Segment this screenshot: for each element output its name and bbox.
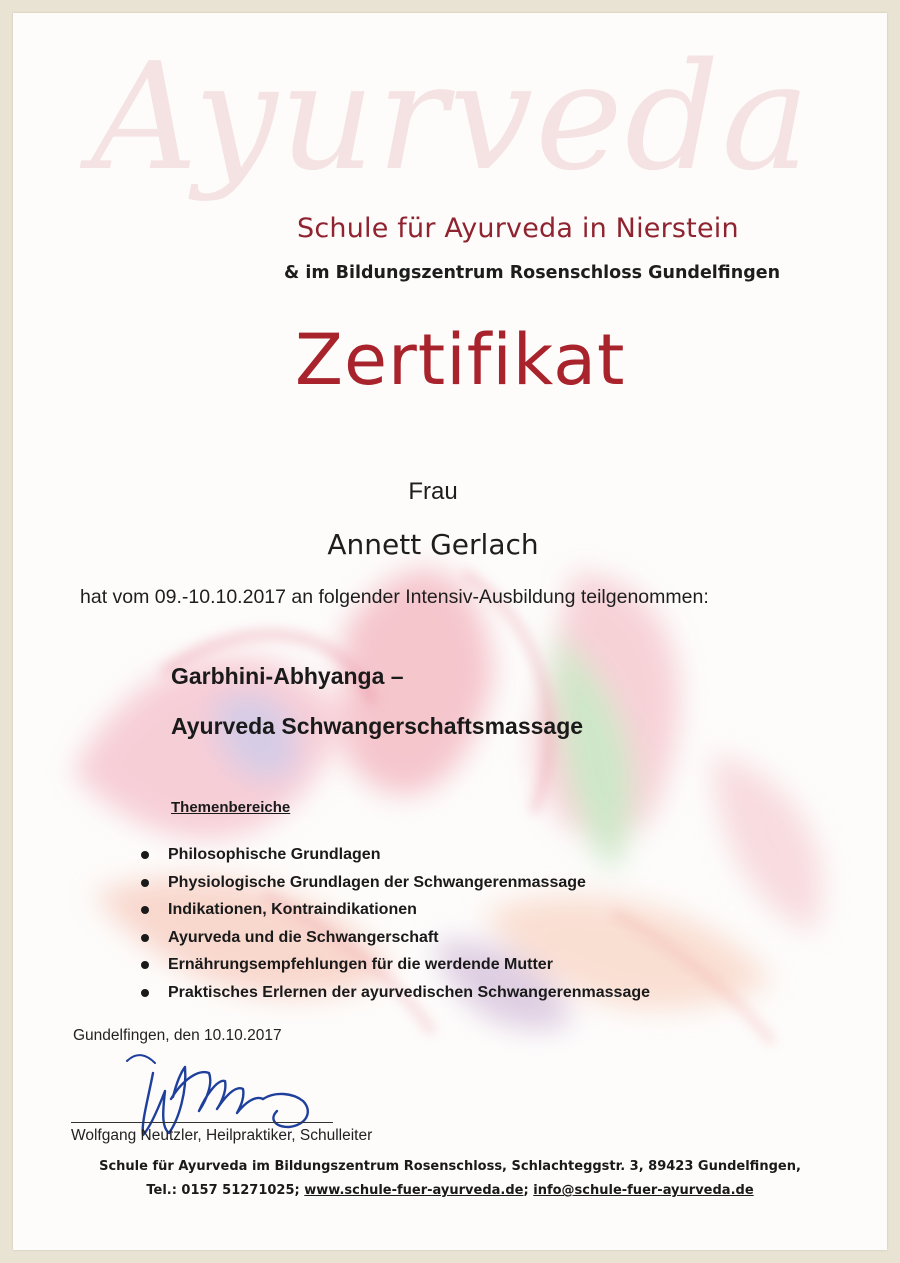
website-link[interactable]: www.schule-fuer-ayurveda.de (304, 1183, 524, 1198)
place-and-date: Gundelfingen, den 10.10.2017 (73, 1027, 282, 1044)
signer-name: Wolfgang Neutzler, Heilpraktiker, Schulleiter (71, 1127, 373, 1144)
signature-line (71, 1122, 333, 1123)
petal-far-right (713, 753, 822, 933)
certificate-paper (13, 13, 887, 1250)
topic-label: Physiologische Grundlagen der Schwangerenmassage (168, 873, 586, 891)
topic-label: Indikationen, Kontraindikationen (168, 901, 417, 918)
list-item (141, 896, 650, 924)
bullet-icon (141, 879, 149, 887)
email-link[interactable]: info@schule-fuer-ayurveda.de (533, 1183, 754, 1198)
topic-label: Ernährungsempfehlungen für die werdende Mutter (168, 956, 553, 973)
recipient-name: Annett Gerlach (327, 528, 539, 561)
school-subtitle: & im Bildungszentrum Rosenschloss Gundelfingen (284, 263, 781, 283)
bullet-icon (141, 851, 149, 859)
course-title-line-2: Ayurveda Schwangerschaftsmassage (171, 713, 584, 739)
participation-statement: hat vom 09.-10.10.2017 an folgender Intensiv-Ausbildung teilgenommen: (80, 586, 709, 608)
topic-label: Ayurveda und die Schwangerschaft (168, 928, 439, 946)
list-item (141, 924, 650, 952)
list-item (141, 869, 650, 897)
certificate-title: Zertifikat (295, 319, 626, 401)
footer-contact (13, 1183, 887, 1198)
ayurveda-logo-watermark: Ayurveda (91, 31, 812, 203)
recipient-salutation: Frau (408, 478, 458, 505)
topic-label: Praktisches Erlernen der ayurvedischen Schwangerenmassage (168, 983, 651, 1001)
footer-separator: ; (523, 1183, 529, 1198)
topics-list (141, 841, 650, 1006)
list-item (141, 951, 650, 979)
bullet-icon (141, 961, 149, 969)
school-name: Schule für Ayurveda in Nierstein (297, 213, 739, 244)
course-title-line-1: Garbhini-Abhyanga – (171, 663, 404, 689)
list-item (141, 979, 650, 1007)
list-item (141, 841, 650, 869)
bullet-icon (141, 934, 149, 942)
footer-address: Schule für Ayurveda im Bildungszentrum Rosenschloss, Schlachteggstr. 3, 89423 Gundelfingen, (99, 1159, 801, 1174)
bullet-icon (141, 906, 149, 914)
footer-phone: Tel.: 0157 51271025; (146, 1183, 300, 1198)
topics-heading: Themenbereiche (171, 799, 291, 816)
topic-label: Philosophische Grundlagen (168, 846, 381, 863)
bullet-icon (141, 989, 149, 997)
